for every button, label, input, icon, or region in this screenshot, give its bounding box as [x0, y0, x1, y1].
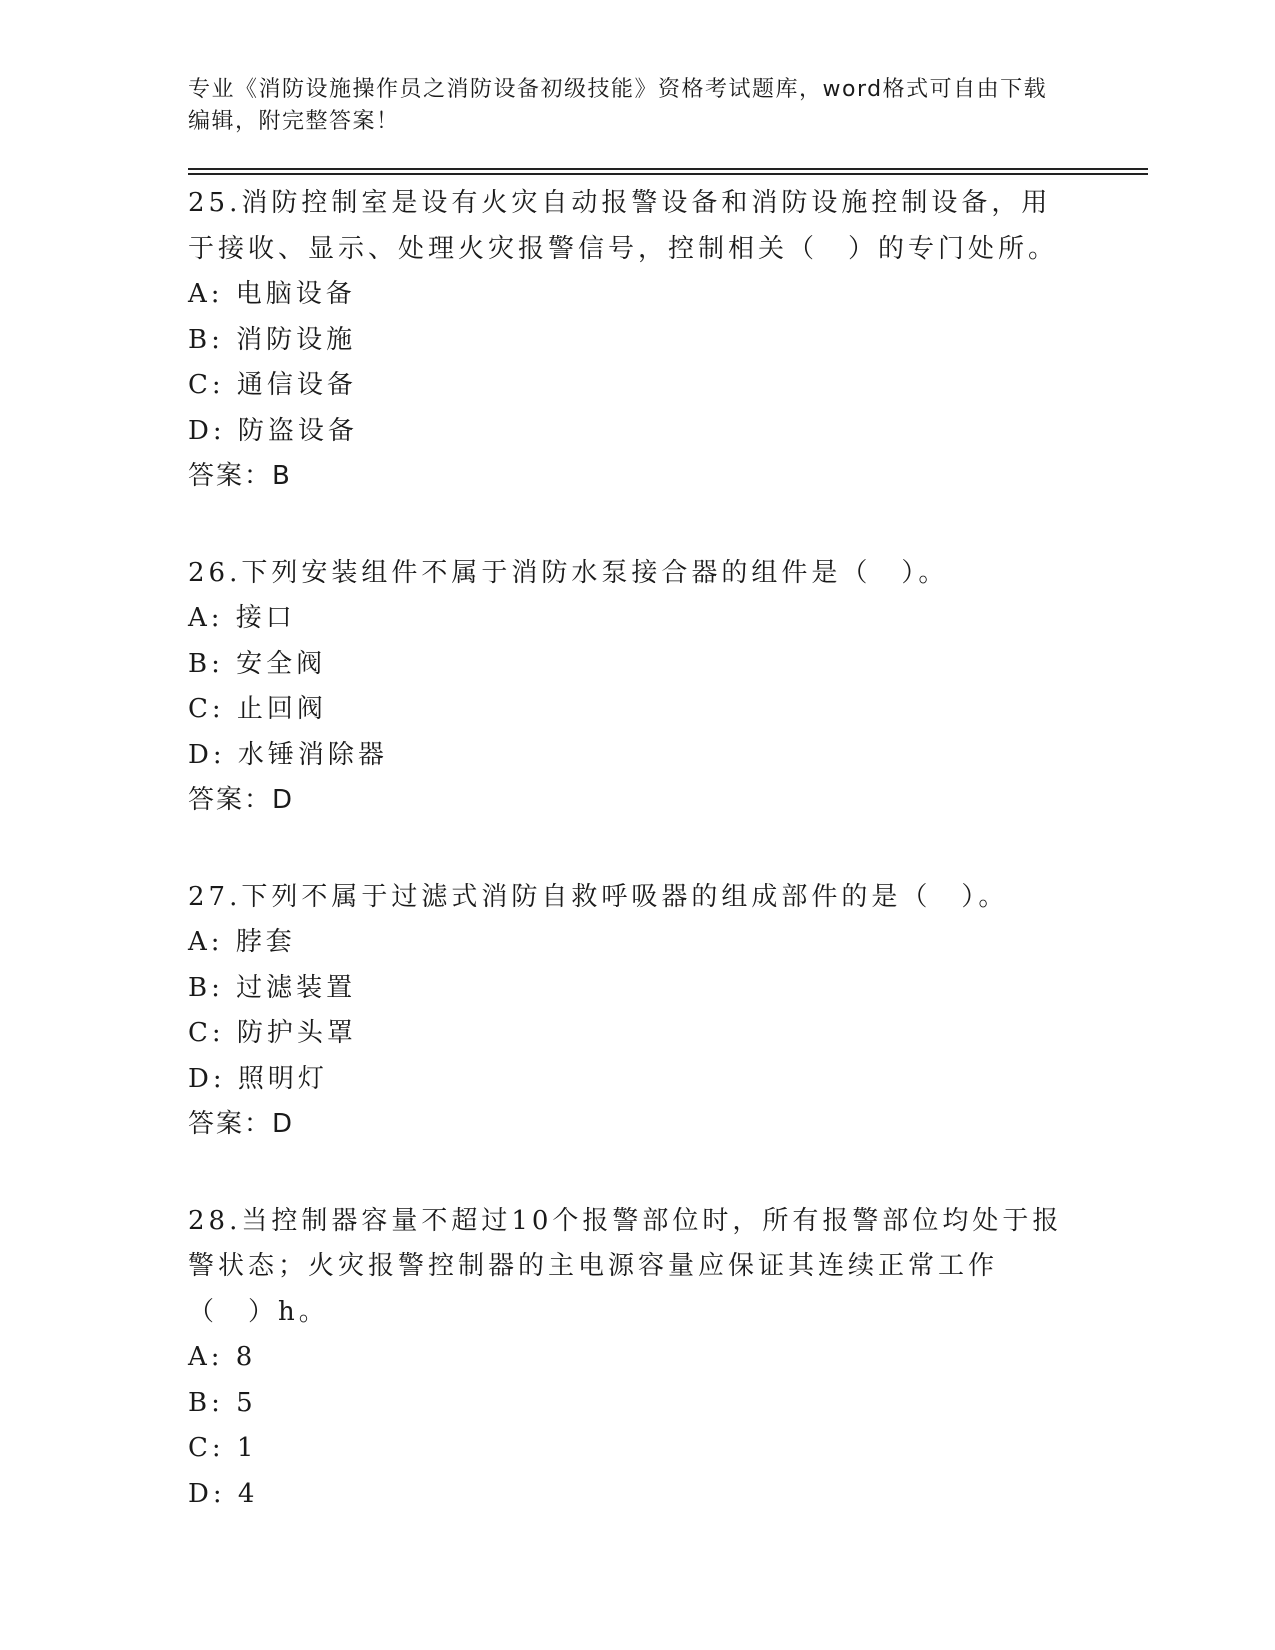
option-a: A: 脖套 [188, 927, 296, 957]
question-text: 28.当控制器容量不超过10个报警部位时，所有报警部位均处于报警状态；火灾报警控制器的主电源容量应保证其连续正常工作（ ）h。 [188, 1205, 1063, 1327]
option-c: C: 止回阀 [188, 694, 327, 724]
document-page [188, 74, 1148, 1517]
question-text: 26.下列安装组件不属于消防水泵接合器的组件是（ ）。 [188, 557, 949, 588]
option-c: C: 通信设备 [188, 370, 357, 400]
question-text: 25.消防控制室是设有火灾自动报警设备和消防设施控制设备，用于接收、显示、处理火灾报警信号，控制相关（ ）的专门处所。 [188, 188, 1059, 264]
divider-line [188, 168, 1148, 170]
question-text: 27.下列不属于过滤式消防自救呼吸器的组成部件的是（ ）。 [188, 881, 1009, 912]
option-a: A: 8 [188, 1342, 257, 1372]
question-28 [188, 1199, 1148, 1518]
option-d: D: 照明灯 [188, 1063, 328, 1094]
option-b: B: 过滤装置 [188, 972, 357, 1003]
option-d: D: 4 [188, 1478, 259, 1509]
option-c: C: 防护头罩 [188, 1018, 357, 1048]
question-25 [188, 181, 1148, 500]
header-divider [188, 168, 1148, 175]
option-b: B: 消防设施 [188, 324, 357, 355]
answer-line: 答案：D [188, 1109, 295, 1139]
option-a: A: 接口 [188, 603, 296, 633]
option-d: D: 防盗设备 [188, 415, 358, 446]
option-b: B: 安全阀 [188, 648, 327, 679]
option-b: B: 5 [188, 1387, 257, 1418]
answer-line: 答案：B [188, 461, 292, 491]
question-26 [188, 551, 1148, 824]
document-header: 专业《消防设施操作员之消防设备初级技能》资格考试题库，word格式可自由下载编辑，附完整答案！ [188, 77, 1048, 134]
answer-line: 答案：D [188, 785, 295, 815]
option-c: C: 1 [188, 1433, 258, 1463]
option-d: D: 水锤消除器 [188, 739, 388, 770]
divider-line [188, 173, 1148, 175]
question-27 [188, 875, 1148, 1148]
option-a: A: 电脑设备 [188, 279, 356, 309]
